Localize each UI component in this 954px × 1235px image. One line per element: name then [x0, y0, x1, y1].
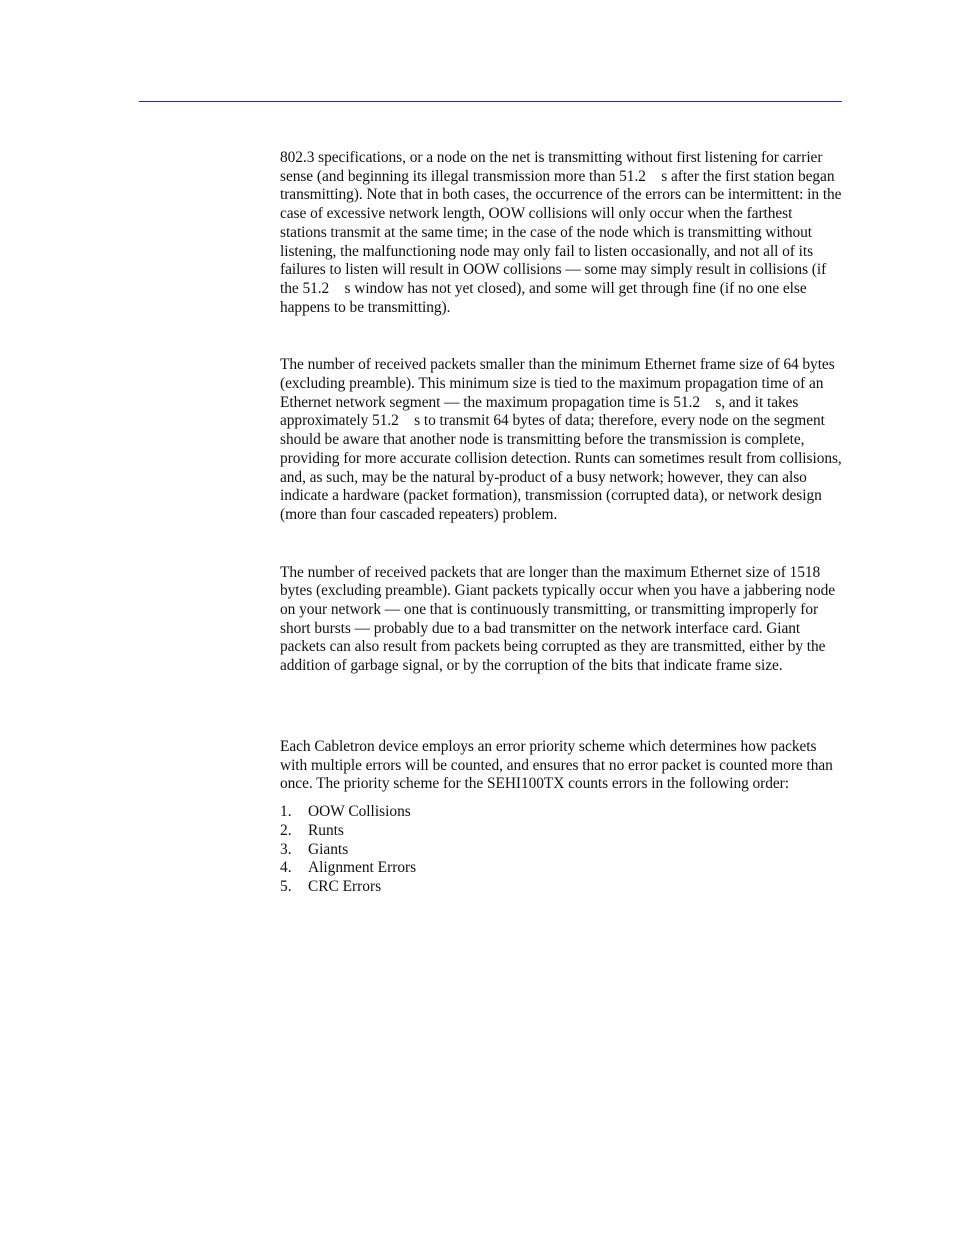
list-item-label: Runts: [308, 821, 344, 839]
list-item: [280, 859, 842, 878]
list-item: [280, 803, 842, 822]
list-item-number: 3.: [280, 840, 292, 858]
list-item-number: 1.: [280, 802, 292, 820]
list-item-label: Alignment Errors: [308, 859, 417, 877]
page-body: [280, 149, 842, 897]
list-item: [280, 841, 842, 860]
header-rule: [139, 101, 842, 102]
paragraph-giants: The number of received packets that are longer than the maximum Ethernet size of 1518 bytes (excluding preamble). Giant packets typically occur when you have a jabbering node on your network — one that is continuously transmitting, or transmitting improperly for short bursts — probably due to a bad transmitter on the network interface card. Giant packets can also result from packets being corrupted as they are transmitted, either by the addition of garbage signal, or by the corruption of the bits that indicate frame size.: [280, 563, 836, 675]
list-item-label: CRC Errors: [308, 878, 382, 896]
list-item-number: 5.: [280, 878, 292, 896]
list-item-label: Giants: [308, 840, 349, 858]
list-item: [280, 878, 842, 897]
list-item-number: 2.: [280, 821, 292, 839]
error-priority-list: [280, 803, 842, 897]
list-item-label: OOW Collisions: [308, 802, 411, 820]
list-item-number: 4.: [280, 859, 292, 877]
list-item: [280, 822, 842, 841]
paragraph-error-priority: Each Cabletron device employs an error priority scheme which determines how packets with multiple errors will be counted, and ensures that no error packet is counted more than once. The priority scheme for the SEHI100TX counts errors in the following order:: [280, 737, 833, 793]
paragraph-oow-collisions: 802.3 specifications, or a node on the net is transmitting without first listening for carrier sense (and beginning its illegal transmission more than 51.2 s after the first station began transmitting). Note that in both cases, the occurrence of the errors can be intermittent: in the case of excessive network length, OOW collisions will only occur when the farthest stations transmit at the same time; in the case of the node which is transmitting without listening, the malfunctioning node may only fail to listen occasionally, and not all of its failures to listen will result in OOW collisions — some may simply result in collisions (if the 51.2 s window has not yet closed), and some will get through fine (if no one else happens to be transmitting).: [280, 149, 842, 316]
paragraph-runts: The number of received packets smaller than the minimum Ethernet frame size of 64 bytes (excluding preamble). This minimum size is tied to the maximum propagation time of an Ethernet network segment — the maximum propagation time is 51.2 s, and it takes approximately 51.2 s to transmit 64 bytes of data; therefore, every node on the segment should be aware that another node is transmitting before the transmission is complete, providing for more accurate collision detection. Runts can sometimes result from collisions, and, as such, may be the natural by-product of a busy network; however, they can also indicate a hardware (packet formation), transmission (corrupted data), or network design (more than four cascaded repeaters) problem.: [280, 356, 842, 523]
